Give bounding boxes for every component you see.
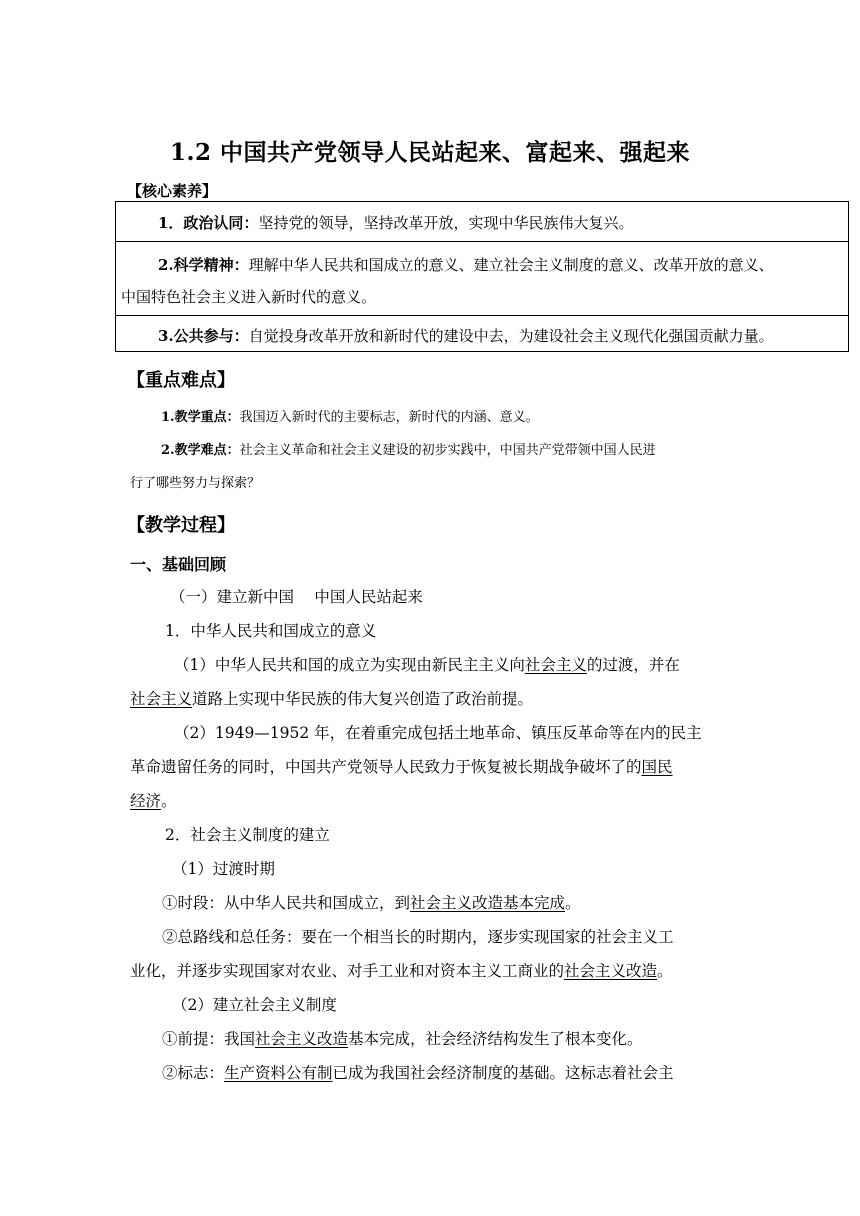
underlined-term: 社会主义改造 [564, 962, 658, 980]
underlined-term: 社会主义 [524, 656, 587, 674]
row-text: 自觉投身改革开放和新时代的建设中去，为建设社会主义现代化强国贡献力量。 [248, 327, 774, 345]
difficulty-text: 社会主义革命和社会主义建设的初步实践中，中国共产党带领中国人民进 [239, 443, 656, 458]
row-label: 3.公共参与： [158, 327, 249, 345]
subsection-heading: （2）建立社会主义制度 [172, 996, 337, 1014]
teaching-focus [161, 406, 539, 425]
difficulty-label: 2.教学难点： [161, 443, 240, 458]
item-heading: 1．中华人民共和国成立的意义 [165, 622, 377, 640]
paragraph: ②总路线和总任务：要在一个相当长的时期内，逐步实现国家的社会主义工 [162, 928, 674, 946]
paragraph: ①时段：从中华人民共和国成立，到社会主义改造基本完成。 [162, 894, 581, 912]
underlined-term: 经济 [130, 792, 162, 810]
row-text-continued: 中国特色社会主义进入新时代的意义。 [121, 288, 377, 306]
paragraph: （2）1949—1952 年，在着重完成包括土地革命、镇压反革命等在内的民主 [174, 724, 702, 742]
paragraph: （1）中华人民共和国的成立为实现由新民主主义向社会主义的过渡，并在 [174, 656, 680, 674]
paragraph: ②标志：生产资料公有制已成为我国社会经济制度的基础。这标志着社会主 [162, 1064, 674, 1082]
focus-label: 1.教学重点： [161, 410, 240, 425]
row-text: 坚持党的领导，坚持改革开放，实现中华民族伟大复兴。 [258, 214, 634, 232]
table-row [116, 316, 848, 353]
row-text: 理解中华人民共和国成立的意义、建立社会主义制度的意义、改革开放的意义、 [248, 256, 774, 274]
paragraph-continued: 经济。 [130, 792, 177, 810]
core-literacy-heading: 【核心素养】 [127, 182, 218, 200]
subsection-heading: （1）过渡时期 [172, 860, 275, 878]
paragraph-continued: 社会主义道路上实现中华民族的伟大复兴创造了政治前提。 [130, 690, 534, 708]
table-row [116, 202, 848, 242]
underlined-term: 生产资料公有制 [224, 1064, 333, 1082]
row-label: 2.科学精神： [158, 256, 249, 274]
underlined-term: 社会主义改造 [255, 1030, 349, 1048]
key-points-heading: 【重点难点】 [127, 370, 235, 391]
section-heading: 一、基础回顾 [130, 555, 227, 574]
underlined-term: 社会主义改造基本完成 [410, 894, 566, 912]
teaching-difficulty [161, 439, 656, 458]
paragraph-continued: 业化，并逐步实现国家对农业、对手工业和对资本主义工商业的社会主义改造。 [130, 962, 673, 980]
process-heading: 【教学过程】 [127, 515, 235, 536]
subsection-heading: （一）建立新中国 中国人民站起来 [170, 588, 423, 606]
paragraph-continued: 革命遗留任务的同时，中国共产党领导人民致力于恢复被长期战争破坏了的国民 [130, 758, 673, 776]
difficulty-text-continued: 行了哪些努力与探索？ [130, 476, 261, 491]
table-row [116, 242, 848, 316]
focus-text: 我国迈入新时代的主要标志，新时代的内涵、意义。 [239, 410, 539, 425]
paragraph: ①前提：我国社会主义改造基本完成，社会经济结构发生了根本变化。 [162, 1030, 643, 1048]
underlined-term: 社会主义 [130, 690, 193, 708]
core-literacy-table [115, 201, 849, 352]
underlined-term: 国民 [641, 758, 673, 776]
row-label: 1．政治认同： [158, 214, 259, 232]
item-heading: 2．社会主义制度的建立 [165, 826, 330, 844]
page-title: 1.2 中国共产党领导人民站起来、富起来、强起来 [169, 139, 691, 166]
